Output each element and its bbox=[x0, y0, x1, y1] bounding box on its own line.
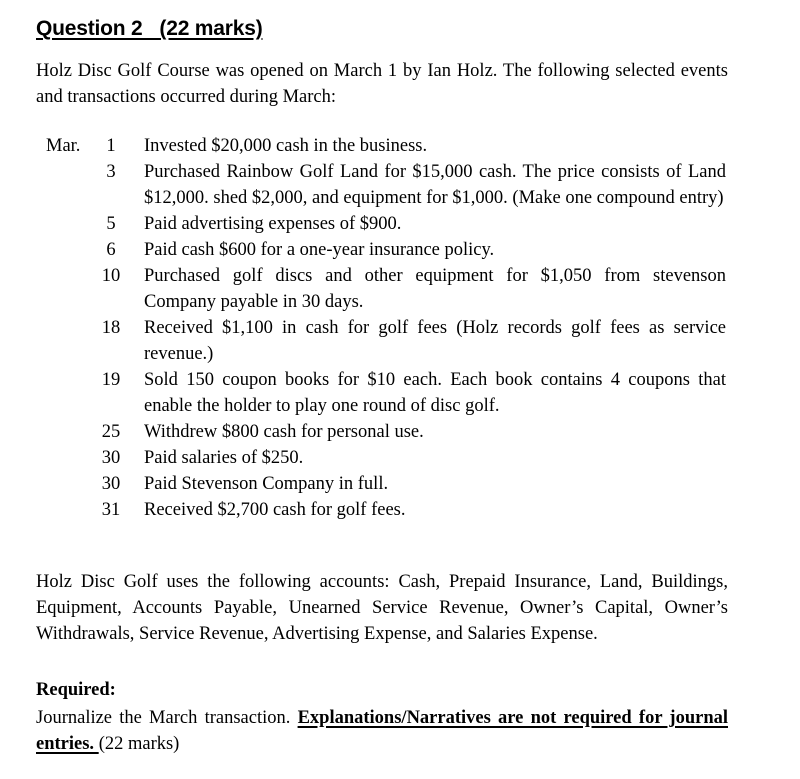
event-month: Mar. bbox=[46, 136, 81, 156]
event-month bbox=[46, 263, 98, 315]
event-day: 30 bbox=[101, 474, 121, 494]
intro-paragraph: Holz Disc Golf Course was opened on March 1 by Ian Holz. The following selected events and transactions occurred during March: bbox=[36, 61, 728, 107]
required-label: Required: bbox=[36, 680, 116, 700]
event-text: Paid salaries of $250. bbox=[144, 448, 304, 468]
required-instructions bbox=[36, 705, 728, 757]
event-day: 6 bbox=[106, 240, 116, 260]
event-month bbox=[46, 445, 98, 471]
event-day: 3 bbox=[106, 162, 116, 182]
event-month bbox=[46, 237, 98, 263]
event-day: 31 bbox=[101, 500, 121, 520]
event-day: 19 bbox=[101, 370, 121, 390]
event-row bbox=[46, 471, 726, 497]
event-day: 30 bbox=[101, 448, 121, 468]
event-text: Invested $20,000 cash in the business. bbox=[144, 136, 428, 156]
event-text: Paid advertising expenses of $900. bbox=[144, 214, 402, 234]
event-row bbox=[46, 367, 726, 419]
event-month bbox=[46, 159, 98, 211]
event-row bbox=[46, 497, 726, 523]
required-text-plain: Journalize the March transaction. bbox=[36, 708, 298, 728]
event-text: Received $2,700 cash for golf fees. bbox=[144, 500, 406, 520]
event-month bbox=[46, 367, 98, 419]
event-row bbox=[46, 133, 726, 159]
event-day: 25 bbox=[101, 422, 121, 442]
event-text: Paid Stevenson Company in full. bbox=[144, 474, 389, 494]
event-text: Received $1,100 in cash for golf fees (Holz records golf fees as service revenue.) bbox=[144, 318, 726, 364]
event-row bbox=[46, 237, 726, 263]
event-row bbox=[46, 211, 726, 237]
event-month bbox=[46, 471, 98, 497]
event-month bbox=[46, 315, 98, 367]
event-row bbox=[46, 263, 726, 315]
event-text: Sold 150 coupon books for $10 each. Each book contains 4 coupons that enable the holder to play one round of disc golf. bbox=[144, 370, 726, 416]
accounts-paragraph: Holz Disc Golf uses the following accounts: Cash, Prepaid Insurance, Land, Buildings, Equipment, Accounts Payable, Unearned Service Revenue, Owner’s Capital, Owner’s Withdrawals, Service Revenue, Advertising Expense, and Salaries Expense. bbox=[36, 572, 728, 644]
event-text: Purchased golf discs and other equipment for $1,050 from stevenson Company payable in 30 days. bbox=[144, 266, 726, 312]
event-month bbox=[46, 497, 98, 523]
event-text: Withdrew $800 cash for personal use. bbox=[144, 422, 424, 442]
event-row bbox=[46, 159, 726, 211]
question-title: Question 2 (22 marks) bbox=[36, 17, 263, 40]
event-day: 18 bbox=[101, 318, 121, 338]
event-day: 1 bbox=[106, 136, 116, 156]
event-row bbox=[46, 419, 726, 445]
event-row bbox=[46, 445, 726, 471]
event-month bbox=[46, 419, 98, 445]
event-text: Paid cash $600 for a one-year insurance policy. bbox=[144, 240, 495, 260]
required-text-emphasis: Explanations/Narratives are not required for journal entries. bbox=[36, 708, 728, 754]
event-day: 5 bbox=[106, 214, 116, 234]
required-text-marks: (22 marks) bbox=[98, 734, 180, 754]
event-month bbox=[46, 211, 98, 237]
event-text: Purchased Rainbow Golf Land for $15,000 cash. The price consists of Land $12,000. shed $2,000, and equipment for $1,000. (Make one compound entry) bbox=[144, 162, 726, 208]
events-list bbox=[46, 133, 726, 523]
event-day: 10 bbox=[101, 266, 121, 286]
event-row bbox=[46, 315, 726, 367]
